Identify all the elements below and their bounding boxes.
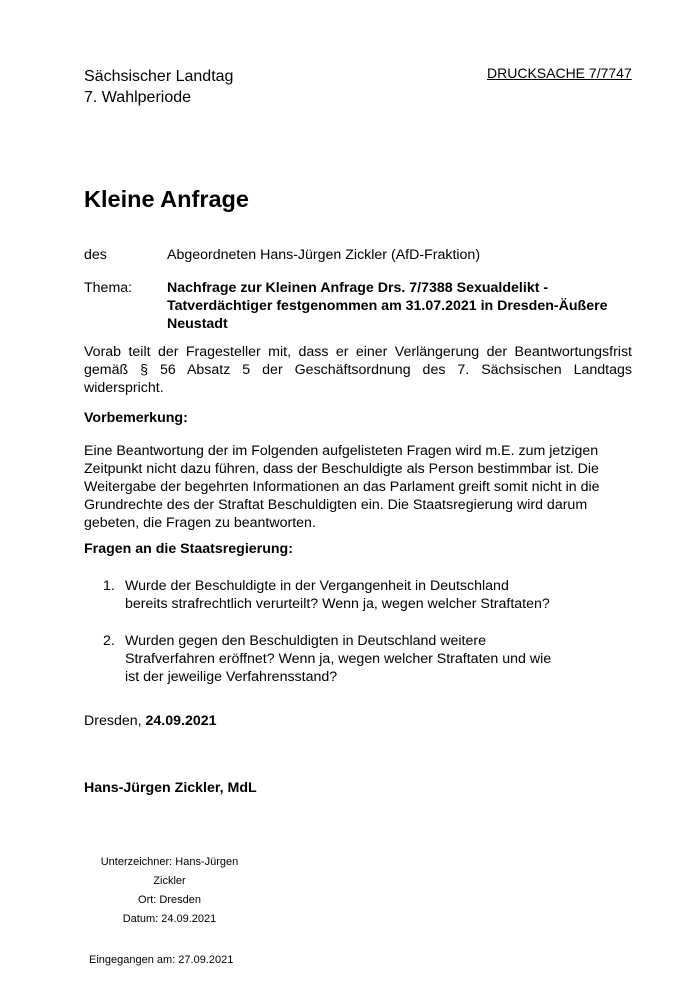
signature: Hans-Jürgen Zickler, MdL (84, 780, 257, 796)
legislative-period: 7. Wahlperiode (84, 89, 192, 106)
document-number: DRUCKSACHE 7/7747 (487, 65, 632, 81)
author-label: des (84, 247, 107, 263)
question-number: 1. (103, 578, 115, 594)
question-text: Wurde der Beschuldigte in der Vergangenheit in Deutschland bereits strafrechtlich verurteilt? Wenn ja, wegen welcher Straftaten? (125, 578, 550, 612)
topic-label: Thema: (84, 280, 133, 296)
question-text: Wurden gegen den Beschuldigten in Deutschland weitere Strafverfahren eröffnet? Wenn ja, wegen welcher Straftaten und wie ist der jeweilige Verfahrensstand? (125, 633, 552, 685)
parliament-name: Sächsischer Landtag (84, 68, 234, 85)
header-parliament-block (84, 66, 233, 108)
author-value: Abgeordneten Hans-Jürgen Zickler (AfD-Fraktion) (167, 247, 481, 263)
signature-stamp (92, 853, 247, 929)
stamp-place: Ort: Dresden (138, 894, 201, 906)
place-date-line (84, 713, 217, 729)
questions-heading: Fragen an die Staatsregierung: (84, 541, 293, 557)
stamp-signer: Unterzeichner: Hans-Jürgen (100, 856, 239, 868)
preliminary-heading: Vorbemerkung: (84, 410, 188, 426)
place: Dresden, (84, 713, 142, 729)
question-number: 2. (103, 633, 115, 649)
topic-value: Nachfrage zur Kleinen Anfrage Drs. 7/7388 Sexualdelikt - Tatverdächtiger festgenommen am 31.07.2021 in Dresden-Äußere Neustadt (167, 280, 608, 332)
page-title: Kleine Anfrage (84, 186, 249, 212)
stamp-signer-surname: Zickler (153, 875, 186, 887)
stamp-date: Datum: 24.09.2021 (122, 913, 217, 925)
intro-paragraph: Vorab teilt der Fragesteller mit, dass er einer Verlängerung der Beantwortungsfrist gemäß § 56 Absatz 5 der Geschäftsordnung des 7. Sächsischen Landtags widerspricht. (84, 344, 632, 396)
date: 24.09.2021 (145, 713, 217, 729)
preliminary-text: Eine Beantwortung der im Folgenden aufgelisteten Fragen wird m.E. zum jetzigen Zeitpunkt nicht dazu führen, dass der Beschuldigte als Person bestimmbar ist. Die Weitergabe der begehrten Informationen an das Parlament greift somit nicht in die Grundrechte des der Straftat Beschuldigten ein. Die Staatsregierung wird darum gebeten, die Fragen zu beantworten. (84, 443, 600, 531)
received-date: Eingegangen am: 27.09.2021 (89, 954, 234, 966)
